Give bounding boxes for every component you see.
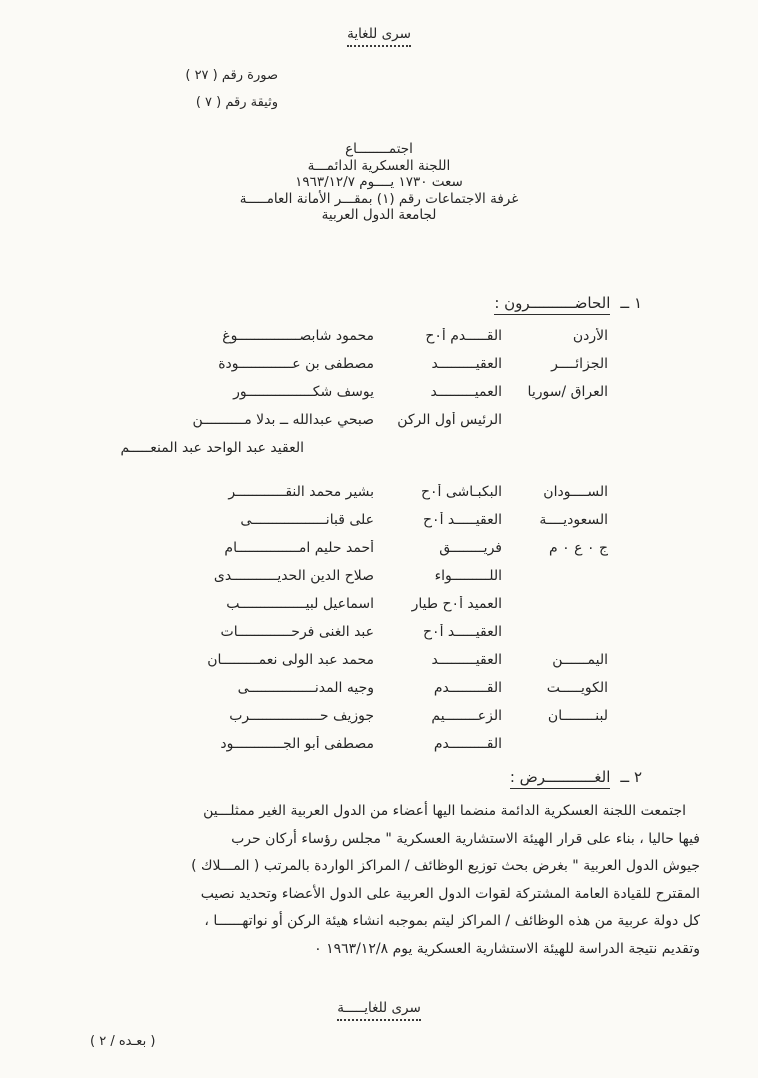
attendee-row [84,702,608,730]
title-line-committee: اللجنة العسكرية الدائمـــة [307,157,451,174]
attendee-country: العراق /سوريا [527,384,608,400]
attendee-rank: العقيـــــــــد [431,356,502,372]
copy-number-stamp: صورة رقم ( ٢٧ ) [185,68,278,83]
attendee-row [84,406,608,434]
attendee-rank: اللـــــــــواء [434,568,502,584]
attendee-rank: القـــــــــدم [433,736,502,752]
title-block [0,141,758,224]
attendee-rank: العميـــــــــد [430,384,502,400]
title-line-meeting: اجتمــــــــاع [345,141,413,157]
page-continuation-note: ( بعـده / ٢ ) [90,1034,156,1049]
attendee-rank: القـــــــــدم [433,680,502,696]
purpose-line: وتقديم نتيجة الدراسة للهيئة الاستشارية العسكرية يوم ١٩٦٣/١٢/٨ ٠ [314,940,700,957]
attendee-rank: العقيـــــد أ٠ح [423,624,502,640]
attendee-rank: الرئيس أول الركن [397,412,502,428]
purpose-paragraph [60,798,700,963]
attendee-row [84,322,608,350]
classification-footer-text: سرى للغايـــــة [337,1000,421,1021]
classification-footer [0,1000,758,1021]
attendee-name: وجيه المدنــــــــــــــــى [237,680,374,696]
attendee-rank: القـــــدم أ٠ح [425,328,502,344]
stamp-block [178,62,278,116]
attendee-name: العقيد عبد الواحد عبد المنعـــــم [120,440,304,456]
purpose-section-title: الغـــــــــــرض : [510,768,611,789]
attendee-name: صبحي عبدالله ــ بدلا مــــــــــن [192,412,374,428]
purpose-section-number: ٢ ــ [620,768,642,786]
attendees-section-number: ١ ــ [620,294,642,312]
title-line-datetime: سعت ١٧٣٠ يــــوم ١٩٦٣/١٢/٧ [295,174,463,190]
classification-header-text: سرى للغاية [347,26,411,47]
attendee-rank: العقيـــــد أ٠ح [423,512,502,528]
attendee-row [84,590,608,618]
purpose-line: جيوش الدول العربية " بغرض بحث توزيع الوظائف / المراكز الواردة بالمرتب ( المـــلاك ) [191,858,700,874]
attendee-row [84,434,608,462]
attendee-rank: العميد أ٠ح طيار [411,596,502,612]
attendee-name: على قبانــــــــــــــــــى [240,512,374,528]
attendee-country: السعوديــــة [539,512,608,528]
attendee-name: اسماعيل لبيــــــــــــــــب [226,596,374,612]
purpose-line: المقترح للقيادة العامة المشتركة لقوات الدول العربية على الدول الأعضاء وتحديد نصيب [200,885,700,902]
title-line-location: غرفة الاجتماعات رقم (١) بمقـــر الأمانة العامـــــة [239,190,519,207]
purpose-line: اجتمعت اللجنة العسكرية الدائمة منضما اليها أعضاء من الدول العربية الغير ممثلـــين [203,803,686,819]
attendee-rank: الزعــــــــيم [431,708,502,724]
attendee-row [84,562,608,590]
classification-header [0,26,758,47]
attendee-country: اليمــــــن [552,652,608,668]
attendees-heading [494,294,642,315]
attendee-country: الكويـــــت [546,680,608,696]
title-line-league: لجامعة الدول العربية [321,207,437,223]
attendees-section-title: الحاضــــــــــرون : [494,294,610,315]
attendee-country: الجزائــــر [551,356,608,372]
attendee-name: يوسف شكــــــــــــــــور [233,384,374,400]
attendee-name: جوزيف حـــــــــــــــــرب [229,708,374,724]
attendee-country: الســــودان [543,484,608,500]
attendee-row [84,534,608,562]
attendee-row [84,478,608,506]
attendee-name: بشير محمد النقــــــــــــر [228,484,374,500]
attendee-rank: العقيـــــــــد [431,652,502,668]
attendee-row [84,350,608,378]
attendee-row [84,506,608,534]
attendee-row [84,646,608,674]
purpose-line: كل دولة عربية من هذه الوظائف / المراكز ليتم بموجبه انشاء هيئة الركن أو نواتهــــــا ، [204,913,700,929]
attendee-name: مصطفى أبو الجــــــــــــود [220,736,374,752]
attendee-name: عبد الغنى فرحـــــــــــــات [220,624,374,640]
attendee-row [84,674,608,702]
attendee-name: صلاح الدين الحديـــــــــــدى [213,568,374,584]
attendee-name: محمد عبد الولى نعمـــــــــان [207,652,374,668]
attendee-name: مصطفى بن عـــــــــــــودة [218,356,374,372]
attendee-rank: البكبـاشى أ٠ح [420,484,502,500]
purpose-heading [510,768,642,789]
attendee-name: أحمد حليم امـــــــــــــــام [224,540,374,556]
purpose-line: فيها حاليا ، بناء على قرار الهيئة الاستشارية العسكرية " مجلس رؤساء أركان حرب [231,830,700,847]
attendee-country: ج ٠ ع ٠ م [549,540,608,556]
document-number-stamp: وثيقة رقم ( ٧ ) [195,95,278,110]
attendees-list [84,322,608,758]
attendee-row [84,378,608,406]
attendee-rank: فريــــــــق [439,540,502,556]
attendee-row [84,730,608,758]
attendee-country: الأردن [572,328,608,344]
attendee-row [84,618,608,646]
attendee-country: لبنــــــــان [547,708,608,724]
attendee-name: محمود شابصـــــــــــــــوغ [222,328,374,344]
